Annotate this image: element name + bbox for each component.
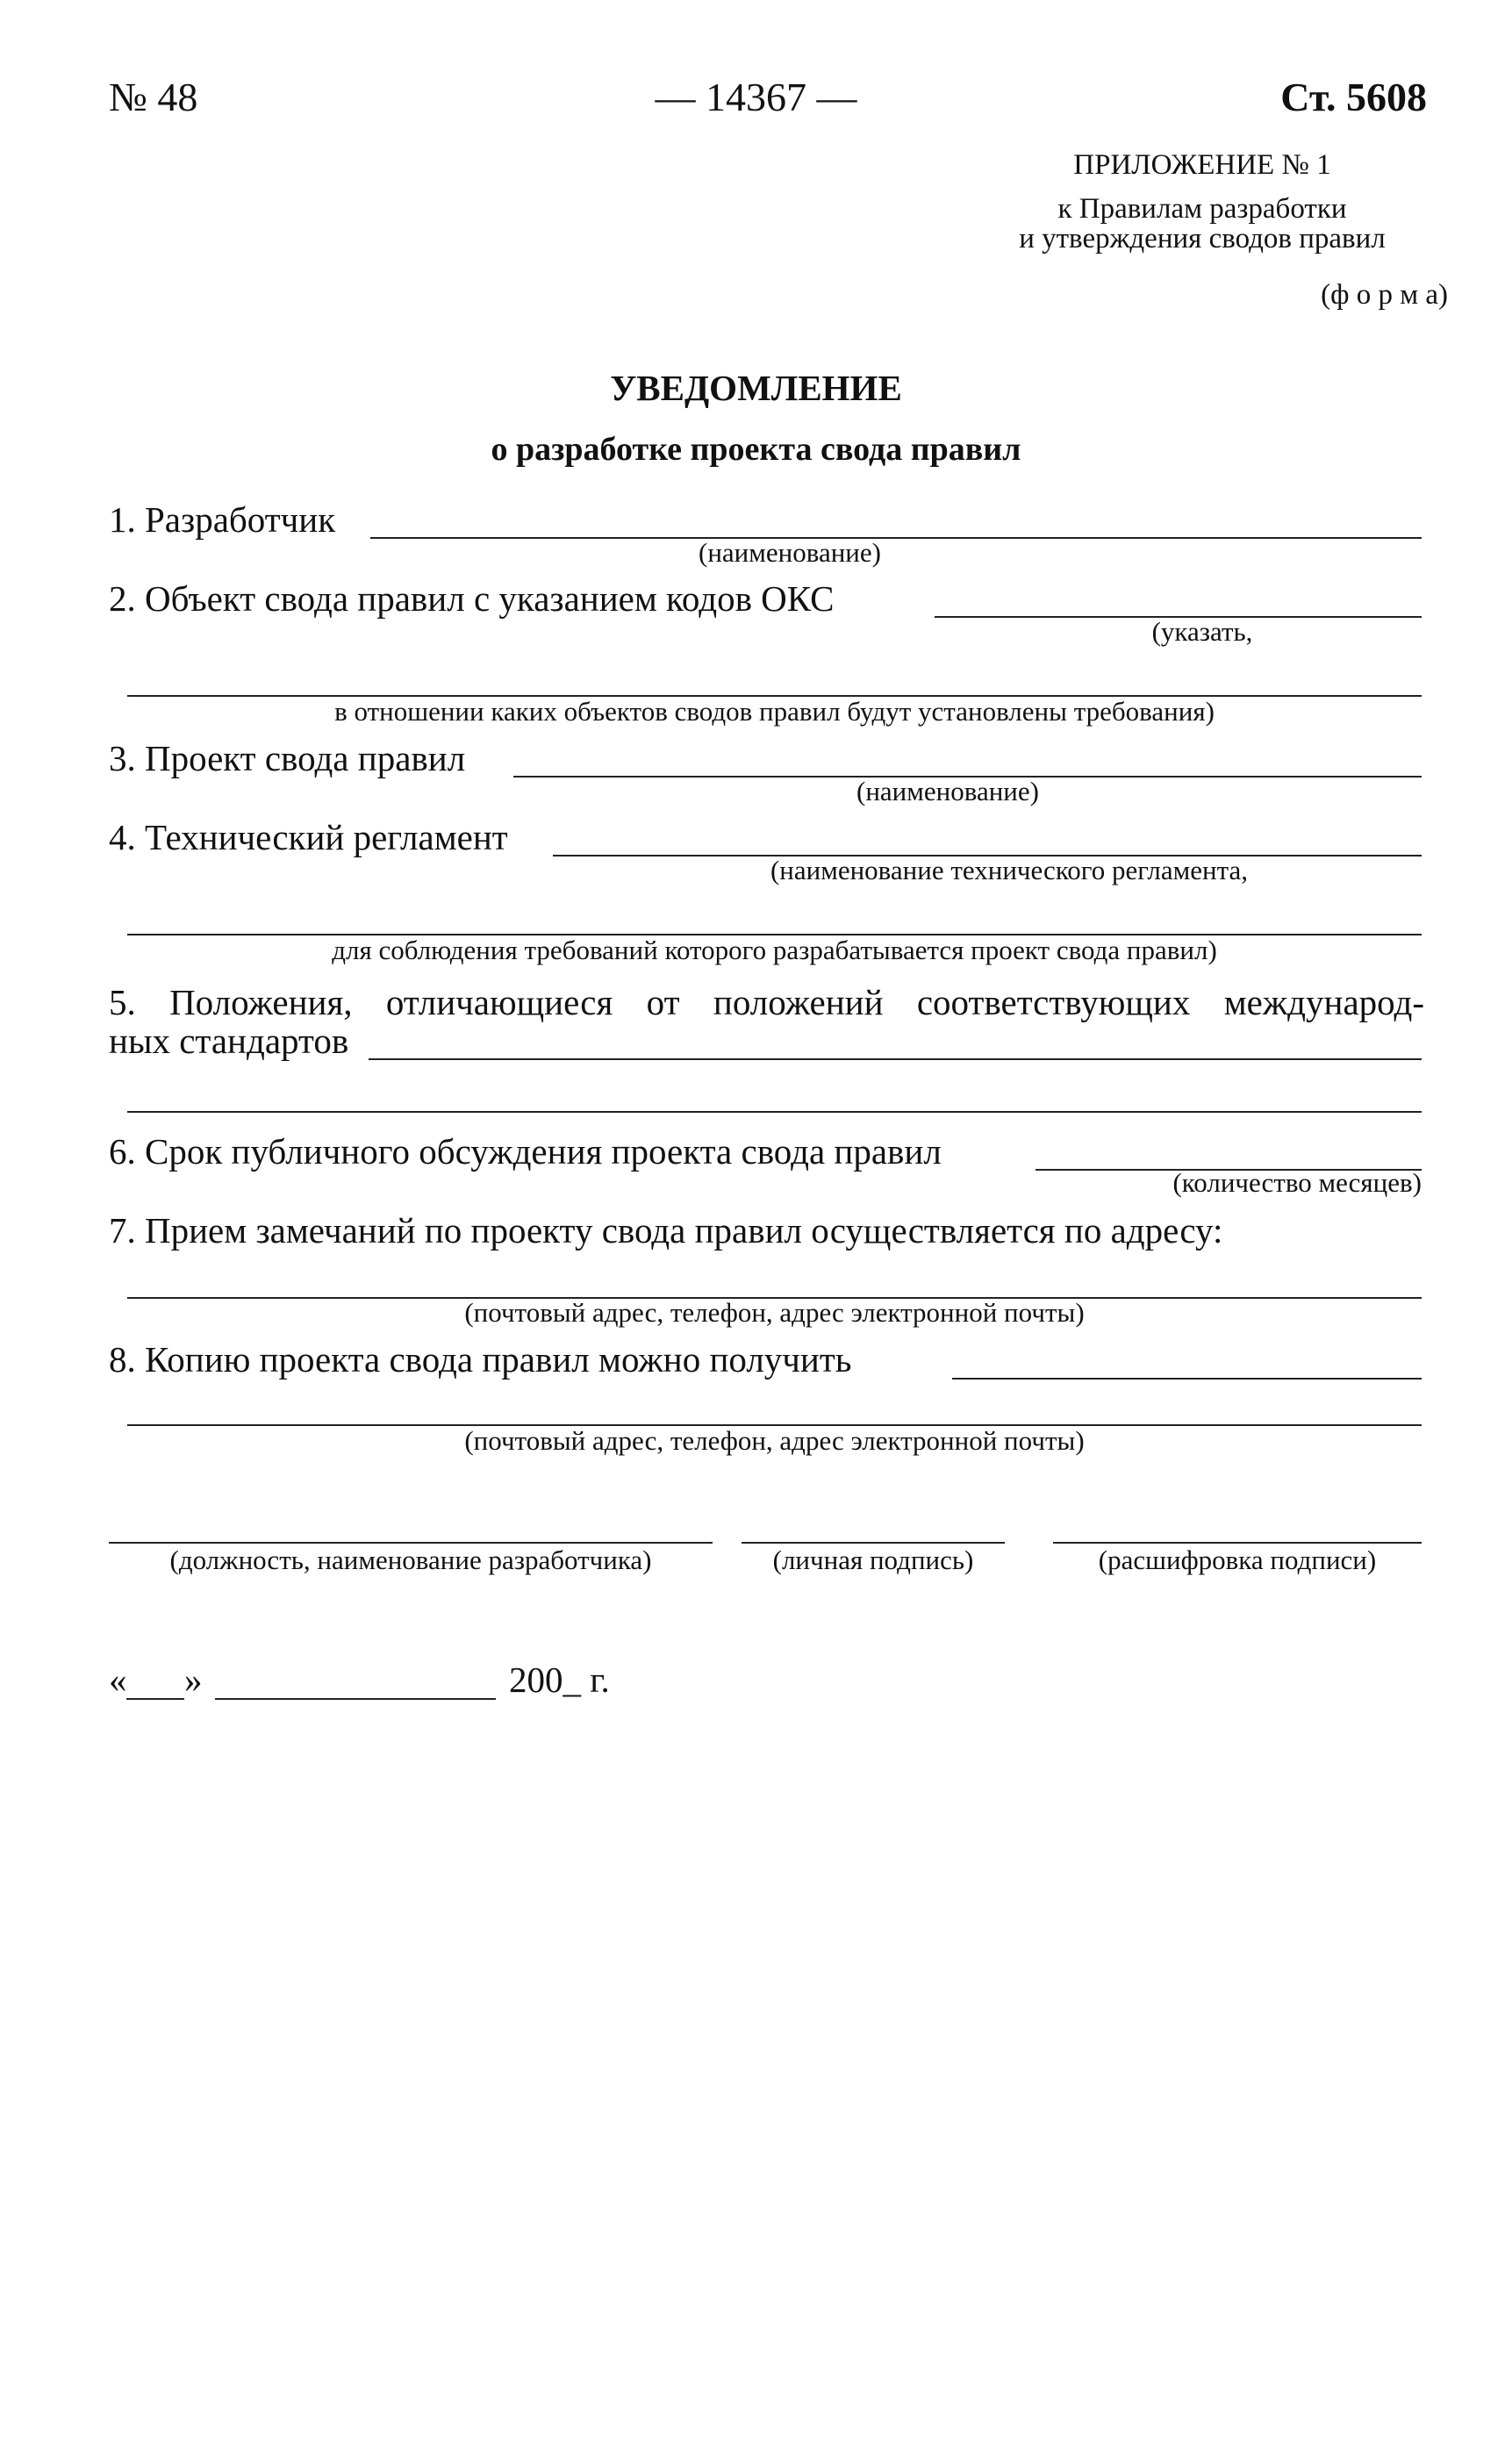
date-close-quote: » (184, 1659, 203, 1700)
field-4-label: 4. Технический регламент (109, 817, 508, 857)
date-day-input[interactable] (126, 1698, 184, 1700)
field-4-caption-2: для соблюдения требований которого разрабатывается проект свода правил) (332, 935, 1217, 965)
signature-caption: (личная подпись) (772, 1545, 974, 1575)
field-7-label: 7. Прием замечаний по проекту свода правил осуществляется по адресу: (109, 1210, 1223, 1251)
field-7-caption: (почтовый адрес, телефон, адрес электронной почты) (464, 1297, 1085, 1328)
page-number: — 14367 — (655, 75, 857, 119)
field-8-label: 8. Копию проекта свода правил можно получить (109, 1339, 852, 1380)
date-year: 200_ г. (509, 1659, 610, 1700)
field-8-input[interactable] (952, 1378, 1422, 1380)
issue-number: № 48 (109, 75, 198, 119)
document-title: УВЕДОМЛЕНИЕ (610, 368, 902, 408)
appendix-to-line1: к Правилам разработки (1057, 193, 1347, 225)
field-3-label: 3. Проект свода правил (109, 738, 466, 778)
signature-decode-input[interactable] (1053, 1542, 1422, 1544)
field-5-label-line2: ных стандартов (109, 1021, 349, 1061)
article-number: Ст. 5608 (1280, 75, 1427, 119)
field-1-caption: (наименование) (699, 537, 881, 568)
field-2-label: 2. Объект свода правил с указанием кодов ОКС (109, 578, 835, 619)
field-1-label: 1. Разработчик (109, 499, 336, 540)
field-2-caption-2: в отношении каких объектов сводов правил будут установлены требования) (334, 696, 1215, 727)
signature-input[interactable] (742, 1542, 1005, 1544)
position-input[interactable] (109, 1542, 713, 1544)
date-open-quote: « (109, 1659, 127, 1700)
appendix-to-line2: и утверждения сводов правил (1019, 223, 1386, 254)
appendix-title: ПРИЛОЖЕНИЕ № 1 (1073, 149, 1331, 181)
document-subtitle: о разработке проекта свода правил (491, 431, 1021, 468)
form-label: (ф о р м а) (1321, 279, 1448, 311)
field-6-caption: (количество месяцев) (1172, 1167, 1422, 1198)
field-8-caption: (почтовый адрес, телефон, адрес электронной почты) (464, 1425, 1085, 1456)
field-4-caption-1: (наименование технического регламента, (770, 855, 1249, 885)
field-5-label-line1: 5. Положения, отличающиеся от положений соответствующих международ- (109, 982, 1424, 1022)
field-6-label: 6. Срок публичного обсуждения проекта свода правил (109, 1131, 942, 1172)
field-5-input-continued[interactable] (127, 1111, 1422, 1113)
field-2-caption-1: (указать, (1151, 616, 1253, 647)
date-month-input[interactable] (215, 1698, 496, 1700)
field-3-caption: (наименование) (856, 776, 1039, 806)
field-5-input[interactable] (369, 1058, 1422, 1060)
position-caption: (должность, наименование разработчика) (169, 1545, 652, 1575)
signature-decode-caption: (расшифровка подписи) (1098, 1545, 1377, 1575)
